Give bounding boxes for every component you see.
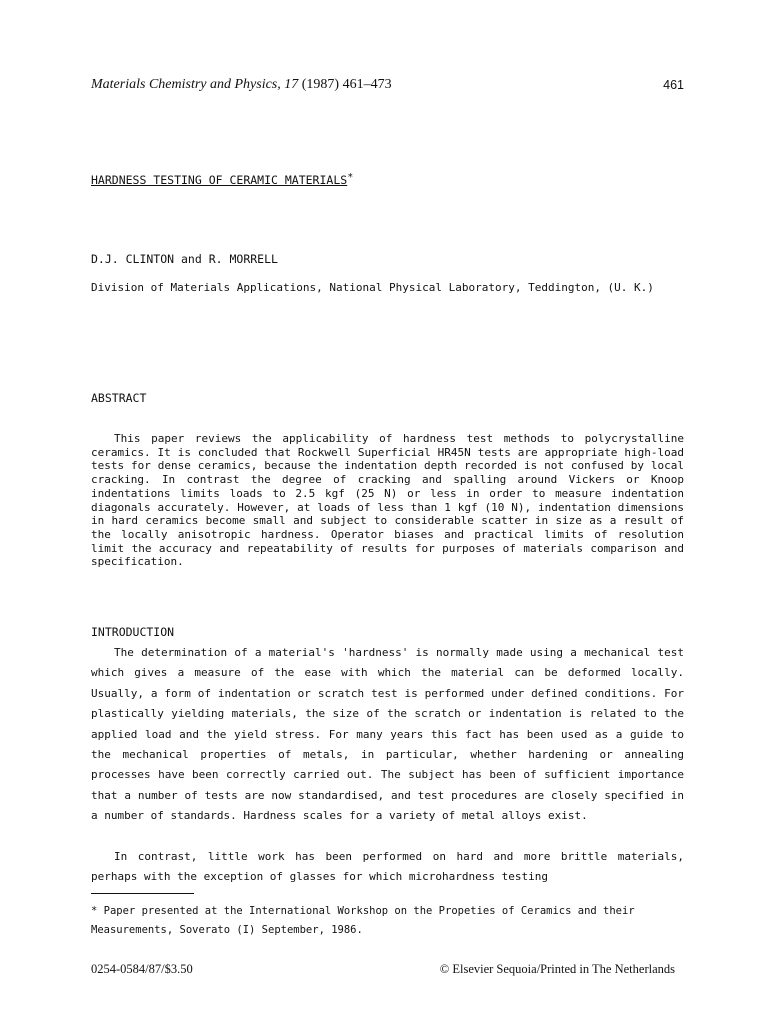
journal-volume: 17 [284, 77, 299, 92]
article-code: 0254-0584/87/$3.50 [91, 962, 193, 976]
introduction-paragraph-2: In contrast, little work has been performed on hard and more brittle materials, perhaps with the exception of glasses for which microhardness testing [91, 850, 684, 884]
journal-year-pages: (1987) 461–473 [298, 77, 392, 92]
abstract-heading: ABSTRACT [91, 391, 147, 405]
affiliation: Division of Materials Applications, National Physical Laboratory, Teddington, (U. K.) [91, 281, 654, 294]
page-number: 461 [663, 78, 684, 92]
authors: D.J. CLINTON and R. MORRELL [91, 252, 278, 266]
journal-citation [91, 77, 392, 93]
journal-name: Materials Chemistry and Physics, [91, 77, 281, 92]
paper-title-text: HARDNESS TESTING OF CERAMIC MATERIALS [91, 173, 348, 187]
introduction-heading: INTRODUCTION [91, 625, 175, 639]
footnote-divider [91, 893, 194, 894]
introduction-paragraph-1: The determination of a material's 'hardness' is normally made using a mechanical test which gives a measure of the ease with which the material can be deformed locally. Usually, a form of indentation or scratch test is performed under defined conditions. For plastically yielding materials, the size of the scratch or indentation is related to the applied load and the yield stress. For many years this fact has been used as a guide to the mechanical properties of metals, in particular, whether hardening or annealing processes have been correctly carried out. The subject has been of sufficient importance that a number of tests are now standardised, and test procedures are closely specified in a number of standards. Hardness scales for a variety of metal alloys exist. [91, 646, 684, 823]
publisher-imprint: © Elsevier Sequoia/Printed in The Netherlands [439, 962, 675, 976]
paper-title [91, 172, 353, 187]
footnote: * Paper presented at the International Workshop on the Propeties of Ceramics and their Measurements, Soverato (I) September, 1986. [91, 905, 635, 936]
abstract-text: This paper reviews the applicability of hardness test methods to polycrystalline ceramics. It is concluded that Rockwell Superficial HR45N tests are appropriate high-load tests for dense ceramics, because the indentation depth recorded is not confused by local cracking. In contrast the degree of cracking and spalling around Vickers or Knoop indentations limits loads to 2.5 kgf (25 N) or less in order to measure indentation diagonals accurately. However, at loads of less than 1 kgf (10 N), indentation dimensions in hard ceramics become small and subject to considerable scatter in size as a result of the locally anisotropic hardness. Operator biases and practical limits of resolution limit the accuracy and repeatability of results for purposes of materials comparison and specification. [91, 432, 684, 569]
title-footnote-mark: * [347, 172, 354, 183]
